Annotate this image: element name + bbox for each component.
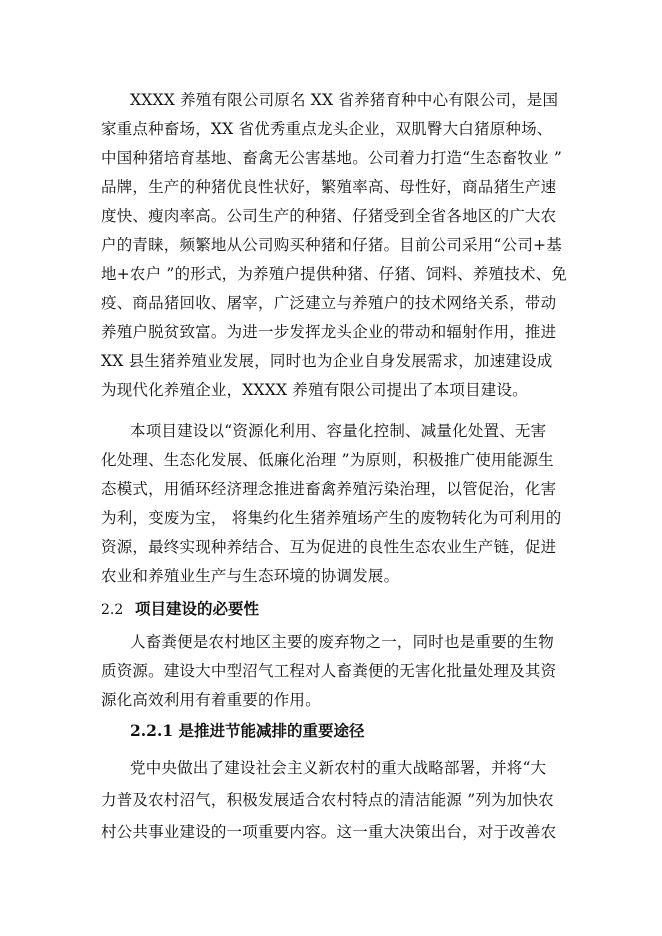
paragraph-1-line-10: XX 县生猪养殖业发展，同时也为企业自身发展需求，加速建设成 — [101, 352, 553, 370]
section-title: 项目建设的必要性 — [135, 599, 260, 618]
paragraph-2-line-1: 本项目建设以“资源化利用、容量化控制、减量化处置、无害 — [130, 422, 547, 440]
paragraph-1-line-4: 品牌，生产的种猪优良性状好，繁殖率高、母性好，商品猪生产速 — [101, 178, 557, 196]
paragraph-1-line-6: 户的青睐，频繁地从公司购买种猪和仔猪。目前公司采用“公司+基 — [101, 236, 562, 254]
paragraph-1-line-1: XXXX 养殖有限公司原名 XX 省养猪育种中心有限公司，是国 — [130, 91, 559, 109]
paragraph-1-line-11: 为现代化养殖企业，XXXX 养殖有限公司提出了本项目建设。 — [101, 381, 528, 399]
paragraph-3-line-3: 源化高效利用有着重要的作用。 — [101, 691, 321, 709]
paragraph-2-line-4: 为利，变废为宝， 将集约化生猪养殖场产生的废物转化为可利用的 — [101, 509, 562, 527]
paragraph-3-line-2: 质资源。建设大中型沼气工程对人畜粪便的无害化批量处理及其资 — [101, 662, 557, 680]
paragraph-4-line-2: 力普及农村沼气，积极发展适合农村特点的清洁能源 ”列为加快农 — [101, 791, 554, 809]
paragraph-1-line-8: 疫、商品猪回收、屠宰，广泛建立与养殖户的技术网络关系，带动 — [101, 294, 557, 312]
paragraph-1-line-7: 地+农户 ”的形式，为养殖户提供种猪、仔猪、饲料、养殖技术、免 — [101, 265, 568, 283]
paragraph-2-line-5: 资源，最终实现种养结合、互为促进的良性生态农业生产链，促进 — [101, 538, 557, 556]
paragraph-2-line-2: 化处理、生态化发展、低廉化治理 ”为原则，积极推广使用能源生 — [101, 451, 554, 469]
paragraph-2-line-3: 态模式，用循环经济理念推进畜禽养殖污染治理，以管促治，化害 — [101, 480, 557, 498]
paragraph-3-line-1: 人畜粪便是农村地区主要的废弃物之一，同时也是重要的生物 — [130, 633, 554, 651]
paragraph-1-line-9: 养殖户脱贫致富。为进一步发挥龙头企业的带动和辐射作用，推进 — [101, 323, 557, 341]
paragraph-4-line-1: 党中央做出了建设社会主义新农村的重大战略部署，并将“大 — [130, 759, 547, 777]
section-heading-2-2 — [101, 598, 259, 621]
paragraph-2-line-6: 农业和养殖业生产与生态环境的协调发展。 — [101, 567, 400, 585]
section-heading-2-2-1: 2.2.1 是推进节能减排的重要途径 — [130, 721, 365, 740]
paragraph-4-line-3: 村公共事业建设的一项重要内容。这一重大决策出台，对于改善农 — [101, 823, 557, 841]
paragraph-1-line-3: 中国种猪培育基地、畜禽无公害基地。公司着力打造“生态畜牧业 ” — [101, 149, 562, 167]
section-number: 2.2 — [101, 602, 124, 618]
paragraph-1-line-5: 度快、瘦肉率高。公司生产的种猪、仔猪受到全省各地区的广大农 — [101, 207, 557, 225]
paragraph-1-line-2: 家重点种畜场，XX 省优秀重点龙头企业，双肌臀大白猪原种场、 — [101, 120, 553, 138]
